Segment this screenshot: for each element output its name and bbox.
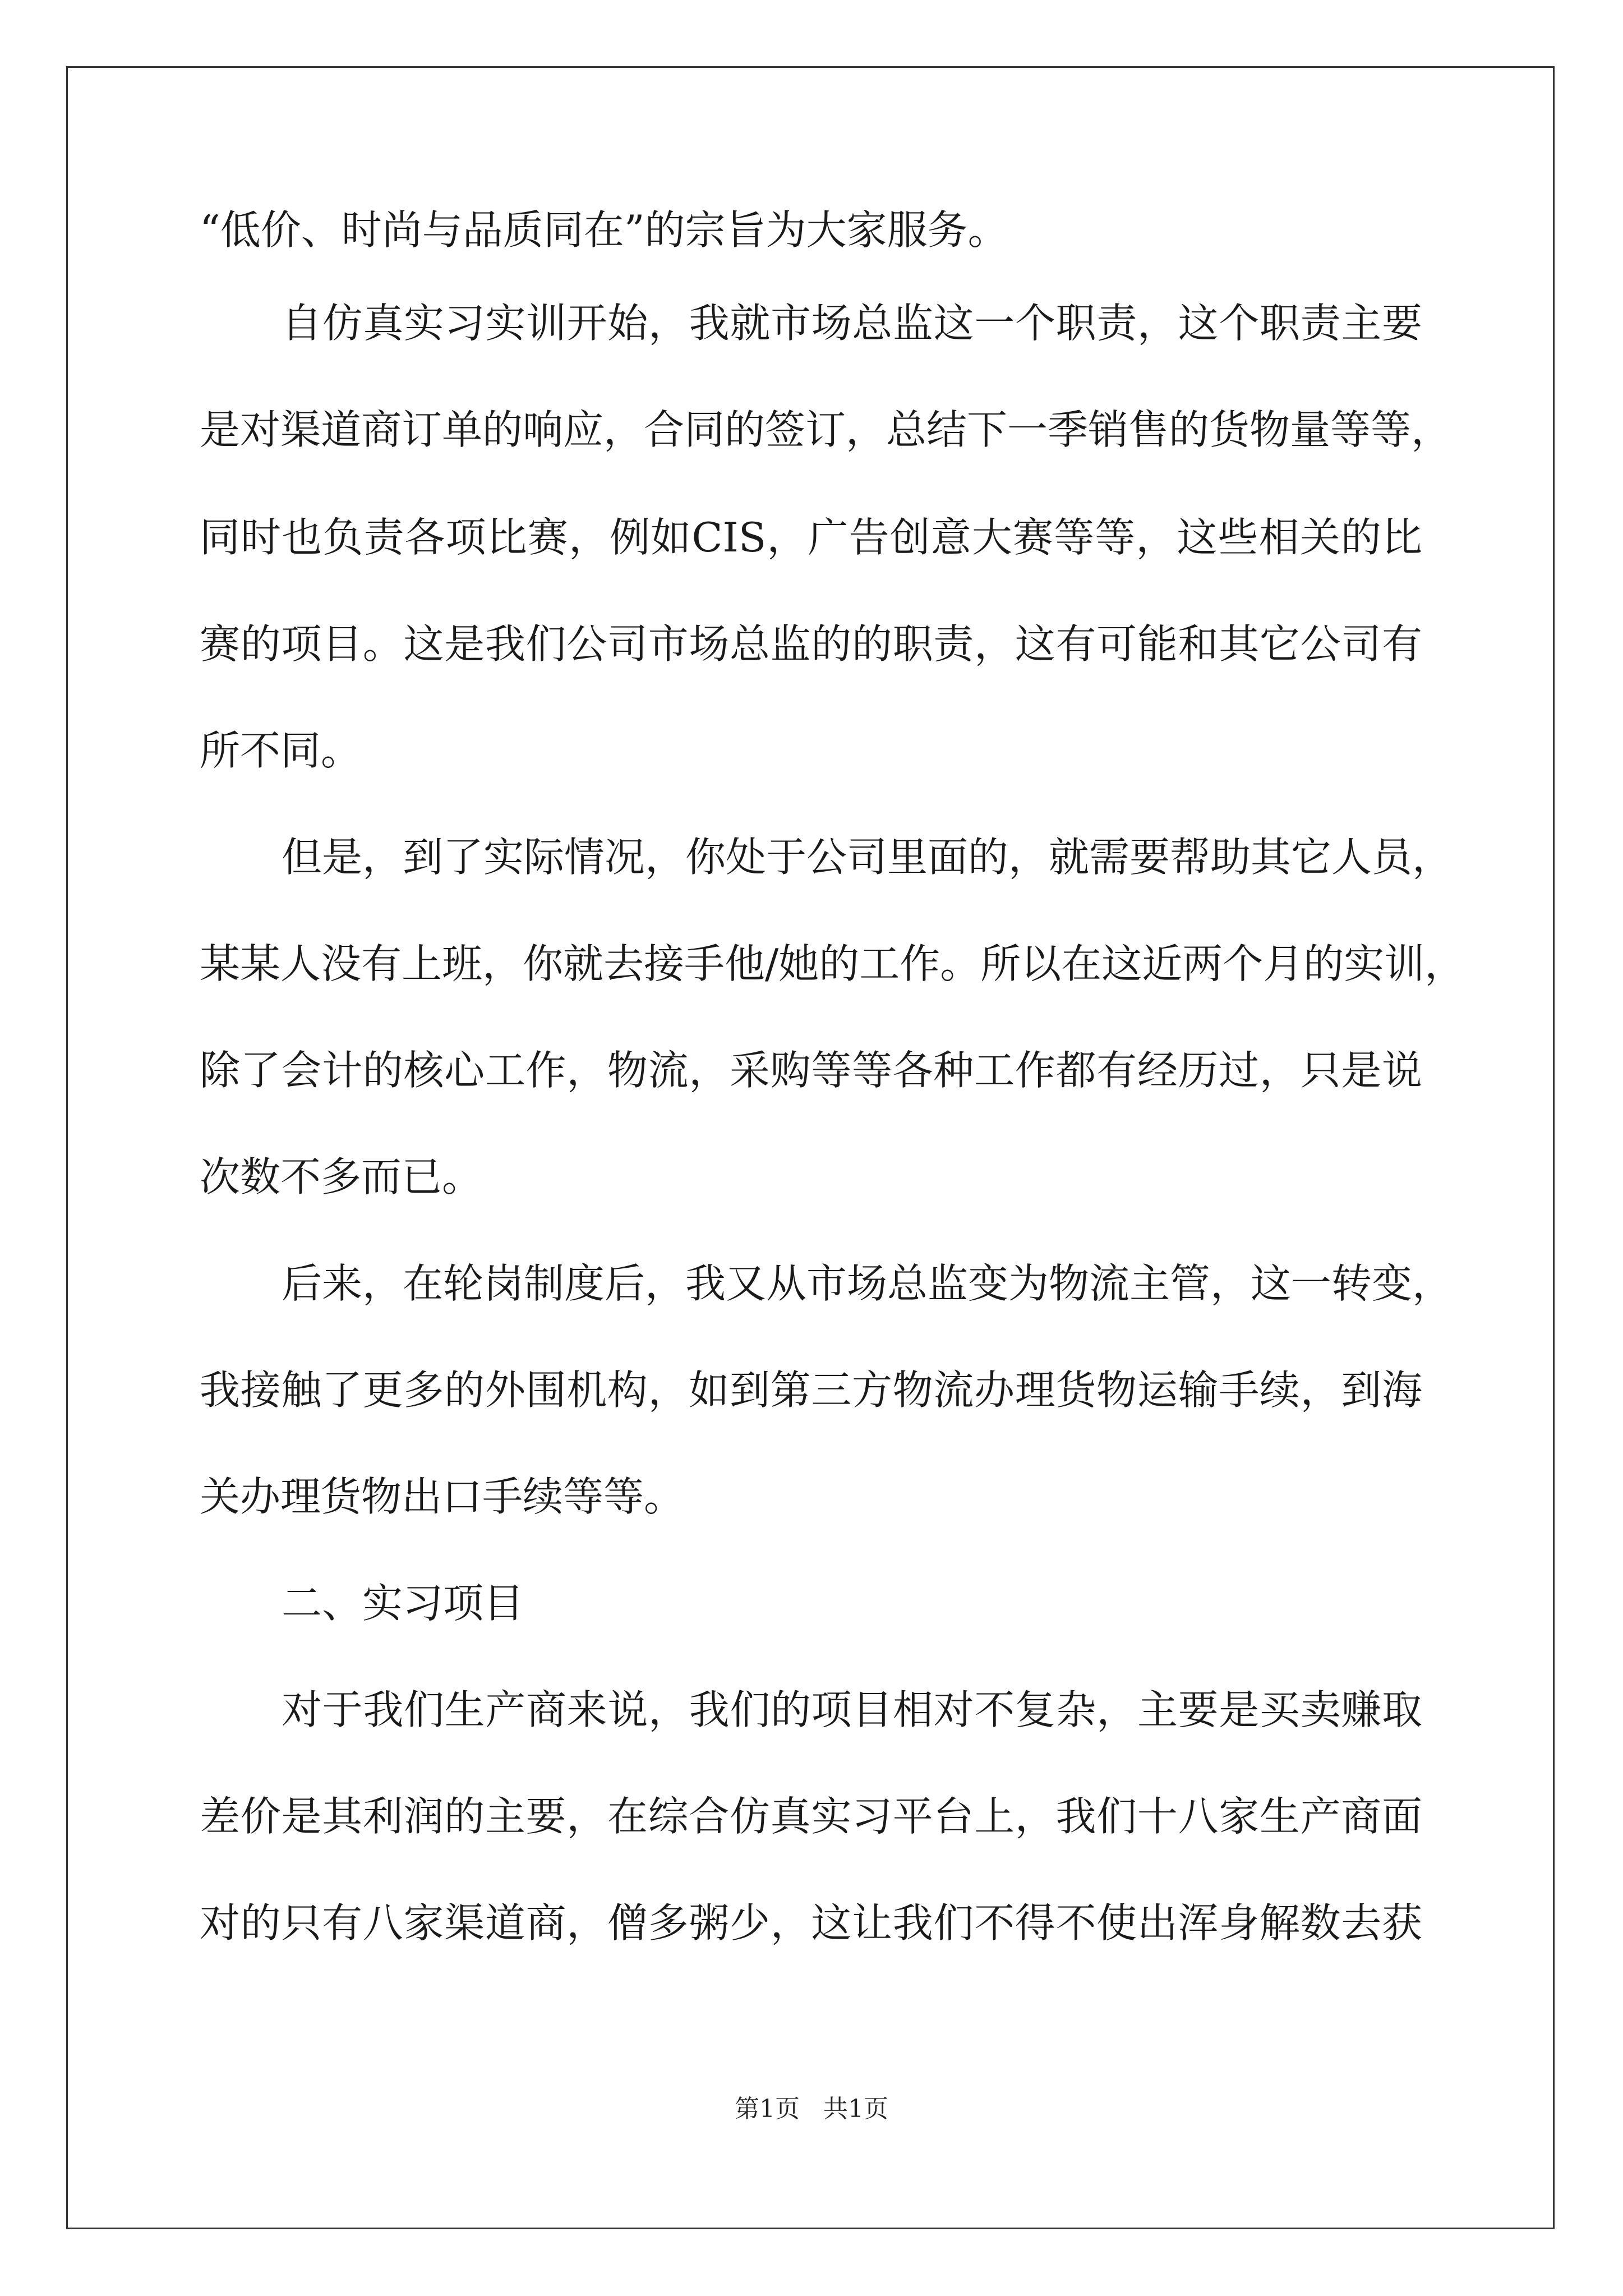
text-line: “低价、时尚与品质同在”的宗旨为大家服务。: [200, 206, 1008, 254]
text-line: 对的只有八家渠道商，僧多粥少，这让我们不得不使出浑身解数去获: [200, 1899, 1422, 1947]
text-line: 但是，到了实际情况，你处于公司里面的，就需要帮助其它人员，: [282, 834, 1453, 881]
text-line: 次数不多而已。: [200, 1153, 483, 1200]
text-line: 某某人没有上班，你就去接手他/她的工作。所以在这近两个月的实训，: [200, 940, 1465, 987]
text-line: 赛的项目。这是我们公司市场总监的的职责，这有可能和其它公司有: [200, 620, 1422, 668]
text-line: 关办理货物出口手续等等。: [200, 1473, 685, 1520]
text-line: 除了会计的核心工作，物流，采购等等各种工作都有经历过，只是说: [200, 1047, 1422, 1094]
text-line: 对于我们生产商来说，我们的项目相对不复杂，主要是买卖赚取: [282, 1686, 1422, 1733]
page-number: 第1页: [735, 2095, 800, 2123]
text-line: 后来，在轮岗制度后，我又从市场总监变为物流主管，这一转变，: [282, 1260, 1453, 1307]
text-line: 我接触了更多的外围机构，如到第三方物流办理货物运输手续，到海: [200, 1366, 1422, 1414]
section-heading: 二、实习项目: [282, 1580, 524, 1627]
text-line: 自仿真实习实训开始，我就市场总监这一个职责，这个职责主要: [282, 300, 1422, 347]
text-line: 所不同。: [200, 727, 362, 774]
text-line: 同时也负责各项比赛，例如CIS，广告创意大赛等等，这些相关的比: [200, 514, 1422, 561]
page-footer: [0, 2092, 1623, 2126]
text-line: 差价是其利润的主要，在综合仿真实习平台上，我们十八家生产商面: [200, 1793, 1422, 1840]
text-line: 是对渠道商订单的响应，合同的签订，总结下一季销售的货物量等等，: [200, 406, 1452, 453]
page-total: 共1页: [823, 2095, 888, 2123]
